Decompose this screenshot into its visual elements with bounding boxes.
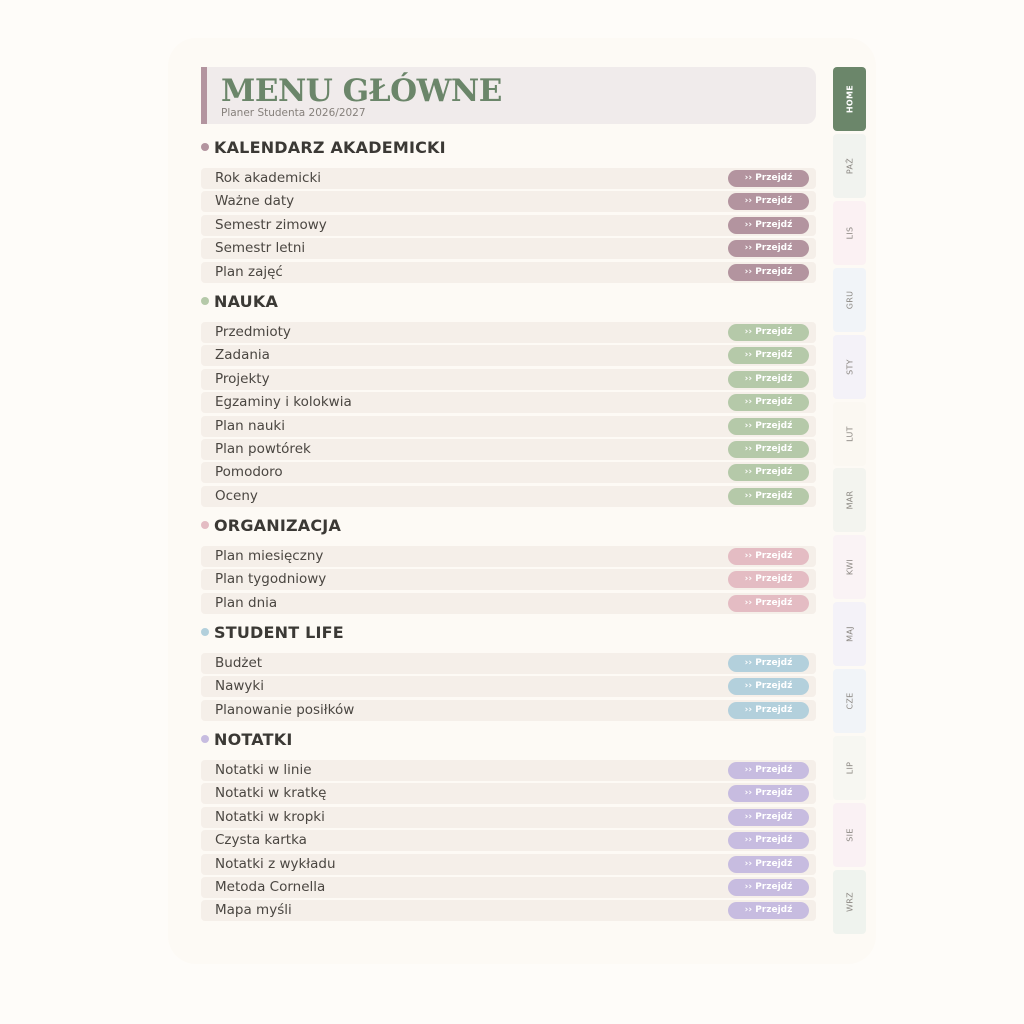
menu-item-label: Pomodoro (215, 464, 283, 481)
menu-item-label: Notatki w kropki (215, 808, 325, 825)
tab-label: MAR (845, 490, 854, 510)
menu-item-label: Semestr letni (215, 240, 306, 257)
menu-item (201, 191, 816, 212)
section-bullet-icon (201, 521, 209, 529)
menu-item-label: Semestr zimowy (215, 216, 327, 233)
tab-mar[interactable] (833, 468, 866, 532)
go-button[interactable]: ›› Przejdź (728, 324, 809, 341)
menu-item-label: Mapa myśli (215, 902, 292, 919)
go-button[interactable]: ›› Przejdź (728, 902, 809, 919)
go-button[interactable]: ›› Przejdź (728, 264, 809, 281)
menu-item (201, 322, 816, 343)
tab-label: LUT (845, 425, 854, 442)
section-label: STUDENT LIFE (214, 622, 344, 642)
menu-item-label: Plan powtórek (215, 441, 311, 457)
go-button[interactable]: ›› Przejdź (728, 464, 809, 481)
menu-item-label: Plan zajęć (215, 263, 283, 280)
page-title: MENU GŁÓWNE (221, 73, 502, 109)
section-label: KALENDARZ AKADEMICKI (214, 137, 446, 157)
tab-gru[interactable] (833, 268, 866, 332)
tab-sie[interactable] (833, 803, 866, 867)
go-button[interactable]: ›› Przejdź (728, 488, 809, 505)
go-button[interactable]: ›› Przejdź (728, 418, 809, 435)
menu-item (201, 238, 816, 259)
go-button[interactable]: ›› Przejdź (728, 809, 809, 826)
go-button[interactable]: ›› Przejdź (728, 217, 809, 234)
menu-item-label: Plan tygodniowy (215, 571, 327, 588)
section-bullet-icon (201, 628, 209, 636)
tab-wrz[interactable] (833, 870, 866, 934)
menu-item (201, 369, 816, 390)
menu-item-label: Notatki z wykładu (215, 855, 336, 872)
go-button[interactable]: ›› Przejdź (728, 856, 809, 873)
menu-item-label: Zadania (215, 347, 270, 364)
menu-item (201, 900, 816, 921)
tab-label: SIE (845, 828, 854, 842)
go-button[interactable]: ›› Przejdź (728, 678, 809, 695)
go-button[interactable]: ›› Przejdź (728, 785, 809, 802)
section-title (201, 620, 344, 644)
tab-paź[interactable] (833, 134, 866, 198)
tab-label: STY (845, 358, 854, 375)
go-button[interactable]: ›› Przejdź (728, 548, 809, 565)
go-button[interactable]: ›› Przejdź (728, 595, 809, 612)
go-button[interactable]: ›› Przejdź (728, 832, 809, 849)
menu-item (201, 462, 816, 483)
tab-cze[interactable] (833, 669, 866, 733)
section-bullet-icon (201, 297, 209, 305)
section-title (201, 135, 446, 159)
go-button[interactable]: ›› Przejdź (728, 240, 809, 257)
menu-item-label: Projekty (215, 370, 270, 387)
menu-item (201, 546, 816, 567)
tab-label: PAŹ (845, 157, 854, 174)
section-bullet-icon (201, 735, 209, 743)
go-button[interactable]: ›› Przejdź (728, 762, 809, 779)
menu-item (201, 486, 816, 507)
tab-label: CZE (845, 692, 854, 710)
tab-label: LIP (845, 761, 854, 775)
menu-item (201, 854, 816, 875)
go-button[interactable]: ›› Przejdź (728, 879, 809, 896)
menu-item (201, 215, 816, 236)
menu-item (201, 760, 816, 781)
menu-item (201, 653, 816, 674)
tab-lip[interactable] (833, 736, 866, 800)
go-button[interactable]: ›› Przejdź (728, 170, 809, 187)
menu-item (201, 700, 816, 721)
menu-item-label: Notatki w kratkę (215, 785, 327, 802)
menu-item (201, 392, 816, 413)
menu-item (201, 345, 816, 366)
tab-lut[interactable] (833, 402, 866, 466)
menu-item-label: Rok akademicki (215, 170, 322, 186)
section-label: NOTATKI (214, 729, 293, 749)
menu-item (201, 262, 816, 283)
go-button[interactable]: ›› Przejdź (728, 347, 809, 364)
go-button[interactable]: ›› Przejdź (728, 371, 809, 388)
menu-item-label: Przedmioty (215, 324, 291, 340)
section-title (201, 513, 341, 537)
menu-item (201, 416, 816, 437)
menu-item-label: Czysta kartka (215, 832, 307, 849)
section-label: ORGANIZACJA (214, 515, 342, 535)
tab-label: KWI (845, 559, 854, 576)
section-bullet-icon (201, 143, 209, 151)
go-button[interactable]: ›› Przejdź (728, 193, 809, 210)
section-title (201, 727, 292, 751)
menu-item (201, 593, 816, 614)
tab-sty[interactable] (833, 335, 866, 399)
menu-item-label: Plan nauki (215, 417, 285, 434)
tab-label: GRU (845, 290, 854, 309)
menu-item-label: Oceny (215, 487, 258, 504)
page-header (201, 67, 816, 124)
menu-item (201, 830, 816, 851)
menu-item (201, 439, 816, 460)
tab-maj[interactable] (833, 602, 866, 666)
menu-item-label: Ważne daty (215, 193, 295, 210)
menu-item-label: Egzaminy i kolokwia (215, 394, 352, 411)
tab-lis[interactable] (833, 201, 866, 265)
menu-item-label: Plan dnia (215, 594, 278, 611)
go-button[interactable]: ›› Przejdź (728, 702, 809, 719)
menu-item (201, 783, 816, 804)
go-button[interactable]: ›› Przejdź (728, 394, 809, 411)
go-button[interactable]: ›› Przejdź (728, 571, 809, 588)
menu-item (201, 569, 816, 590)
section-label: NAUKA (214, 291, 279, 311)
tab-label: HOME (845, 84, 854, 114)
menu-item-label: Plan miesięczny (215, 548, 324, 564)
menu-item (201, 168, 816, 189)
menu-item-label: Notatki w linie (215, 762, 312, 778)
menu-item-label: Nawyki (215, 678, 264, 695)
page-subtitle: Planer Studenta 2026/2027 (221, 107, 366, 119)
menu-item-label: Planowanie posiłków (215, 701, 355, 718)
tab-home[interactable] (833, 67, 866, 131)
section-title (201, 289, 278, 313)
go-button[interactable]: ›› Przejdź (728, 441, 809, 458)
go-button[interactable]: ›› Przejdź (728, 655, 809, 672)
tab-kwi[interactable] (833, 535, 866, 599)
tab-label: LIS (845, 226, 854, 240)
menu-item-label: Budżet (215, 655, 263, 671)
tab-label: MAJ (845, 626, 854, 643)
menu-item (201, 877, 816, 898)
tab-label: WRZ (845, 891, 854, 912)
menu-item-label: Metoda Cornella (215, 879, 326, 895)
menu-item (201, 676, 816, 697)
menu-item (201, 807, 816, 828)
